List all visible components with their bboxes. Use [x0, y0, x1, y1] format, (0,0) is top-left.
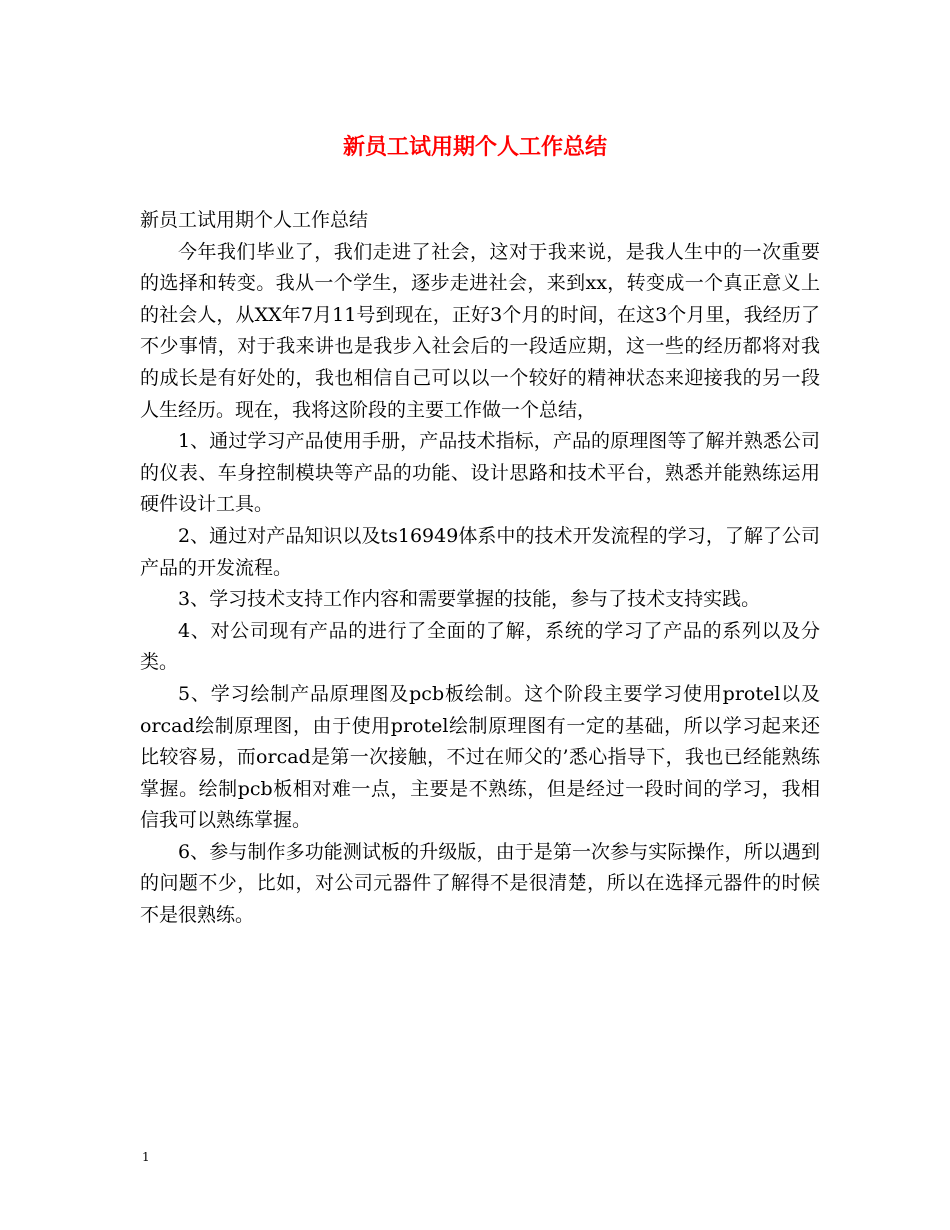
paragraph-item-5: 5、学习绘制产品原理图及pcb板绘制。这个阶段主要学习使用protel以及orcad绘制原理图，由于使用protel绘制原理图有一定的基础，所以学习起来还比较容易，而orcad是第一次接触，不过在师父的’悉心指导下，我也已经能熟练掌握。绘制pcb板相对难一点，主要是不熟练，但是经过一段时间的学习，我相信我可以熟练掌握。	[140, 682, 820, 832]
paragraph-item-6: 6、参与制作多功能测试板的升级版，由于是第一次参与实际操作，所以遇到的问题不少，比如，对公司元器件了解得不是很清楚，所以在选择元器件的时候不是很熟练。	[140, 840, 820, 927]
document-body	[140, 205, 820, 932]
paragraph-item-4: 4、对公司现有产品的进行了全面的了解，系统的学习了产品的系列以及分类。	[140, 619, 820, 674]
page-number: 1	[142, 1150, 150, 1164]
paragraph-item-3: 3、学习技术支持工作内容和需要掌握的技能，参与了技术支持实践。	[178, 588, 761, 611]
paragraph-item-1: 1、通过学习产品使用手册，产品技术指标，产品的原理图等了解并熟悉公司的仪表、车身控制模块等产品的功能、设计思路和技术平台，熟悉并能熟练运用硬件设计工具。	[140, 430, 820, 516]
document-subtitle: 新员工试用期个人工作总结	[140, 209, 369, 231]
document-title: 新员工试用期个人工作总结	[342, 134, 607, 160]
paragraph-item-2: 2、通过对产品知识以及ts16949体系中的技术开发流程的学习，了解了公司产品的开发流程。	[140, 524, 820, 579]
paragraph-intro: 今年我们毕业了，我们走进了社会，这对于我来说，是我人生中的一次重要的选择和转变。我从一个学生，逐步走进社会，来到xx，转变成一个真正意义上的社会人，从XX年7月11号到现在，正好3个月的时间，在这3个月里，我经历了不少事情，对于我来讲也是我步入社会后的一段适应期，这一些的经历都将对我的成长是有好处的，我也相信自己可以以一个较好的精神状态来迎接我的另一段人生经历。现在，我将这阶段的主要工作做一个总结，	[140, 240, 820, 421]
